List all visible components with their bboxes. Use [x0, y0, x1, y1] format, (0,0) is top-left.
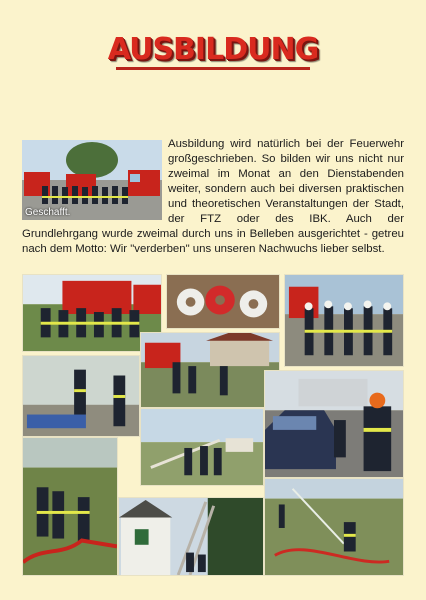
photo-hose-line: [140, 408, 264, 486]
intro-paragraph: Ausbildung wird natürlich bei der Feuerwehr großgeschrieben. So bilden wir uns nicht nur zweimal im Monat an den Dienstabenden weiter, sondern auch bei diversen praktischen und theoretischen Veranstaltungen der Stadt, der FTZ oder des IBK. Auch der Grundlehrgang wurde zweimal durch uns in Belleben ausgerichtet - getreu nach dem Motto: Wir "verderben" uns unseren Nachwuchs lieber selbst.: [22, 138, 404, 255]
photo-hoses: [166, 274, 280, 329]
photo-firefighter-car: [264, 370, 404, 478]
page-title: AUSBILDUNG: [107, 32, 319, 67]
title-underline: [116, 67, 310, 70]
photo-hose-spray: [264, 478, 404, 576]
photo-ladder-house: [118, 497, 264, 576]
photo-caption: Geschafft.: [25, 207, 71, 218]
group-photo: [22, 140, 162, 220]
photo-hydrant-grass: [22, 437, 118, 576]
photo-village-drill: [140, 332, 280, 408]
photo-kneeling-crew: [22, 355, 140, 437]
photo-team-lineup: [284, 274, 404, 367]
